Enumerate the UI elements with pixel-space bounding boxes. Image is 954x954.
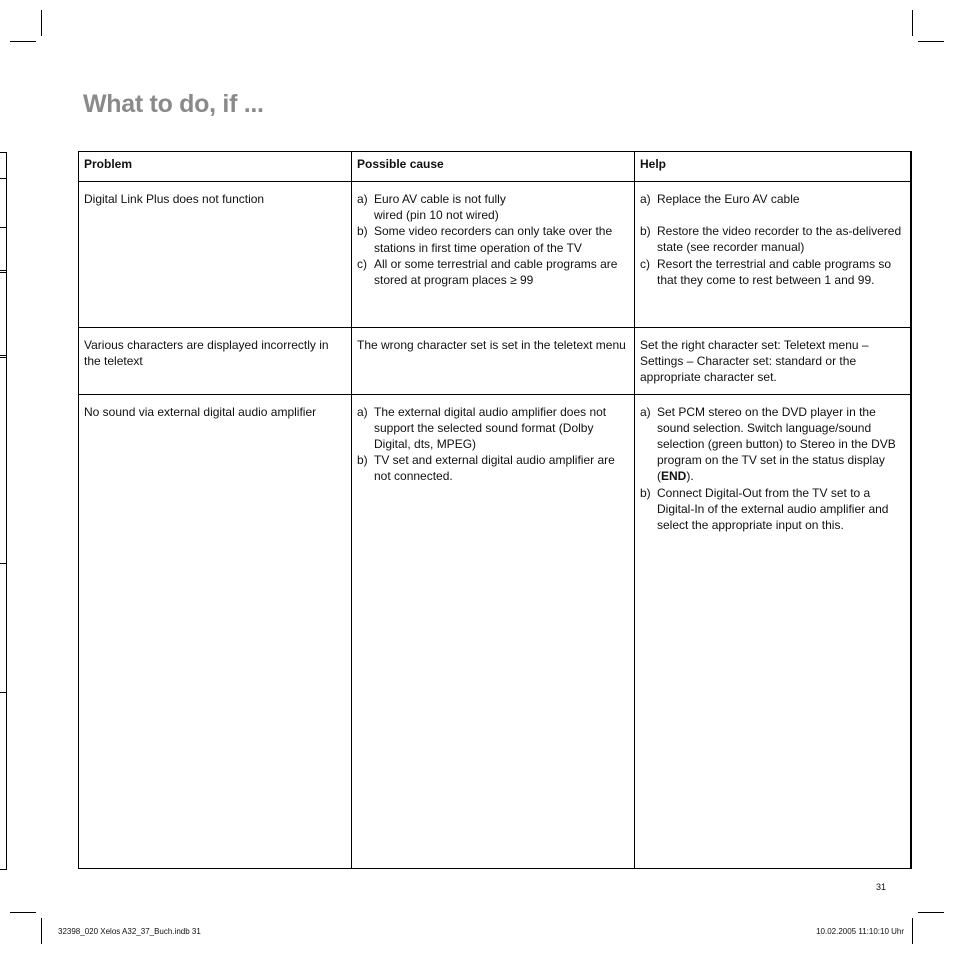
cause-cell: The wrong character set is set in the teletext menu <box>352 328 635 395</box>
table-header-row <box>79 152 912 182</box>
tab-divider <box>0 272 7 273</box>
crop-mark <box>912 918 913 944</box>
tab-divider <box>0 692 7 693</box>
help-cell <box>635 394 912 868</box>
help-item: a) Set PCM stereo on the DVD player in the sound selection. Switch language/sound selection (green button) to Stereo in the DVB program on the TV set in the status display (END). <box>640 404 896 484</box>
tab-divider <box>0 227 7 228</box>
tab-divider <box>0 178 7 179</box>
table-row <box>79 394 912 868</box>
tab-divider <box>0 270 7 271</box>
cause-cell <box>352 182 635 328</box>
table-row <box>79 182 912 328</box>
tab-divider <box>0 152 7 153</box>
page-number: 31 <box>875 882 886 892</box>
footer-timestamp: 10.02.2005 11:10:10 Uhr <box>816 927 904 936</box>
table-row <box>79 328 912 395</box>
footer-file-info: 32398_020 Xelos A32_37_Buch.indb 31 <box>58 927 201 936</box>
tab-divider <box>0 357 7 358</box>
crop-mark <box>918 912 944 913</box>
crop-mark <box>41 918 42 944</box>
problem-cell: Digital Link Plus does not function <box>79 182 352 328</box>
tab-divider <box>0 355 7 356</box>
header-help: Help <box>635 152 912 182</box>
troubleshooting-table <box>78 151 912 869</box>
tab-divider <box>0 563 7 564</box>
key-end-label: END <box>661 469 687 484</box>
cause-item: a) The external digital audio amplifier does not support the selected sound format (Dolby Digital, dts, MPEG) <box>357 404 607 452</box>
help-item: b) Connect Digital-Out from the TV set to a Digital-In of the external audio amplifier and select the appropriate input on this. <box>640 485 889 533</box>
help-item: c) Resort the terrestrial and cable programs so that they come to rest between 1 and 99. <box>640 256 892 287</box>
help-item: b) Restore the video recorder to the as-delivered state (see recorder manual) <box>640 224 902 255</box>
problem-cell: No sound via external digital audio amplifier <box>79 394 352 868</box>
cause-item: b) Some video recorders can only take over the stations in first time operation of the TV <box>357 224 613 255</box>
cause-item: b) TV set and external digital audio amplifier are not connected. <box>357 453 615 484</box>
help-item: a) Replace the Euro AV cable <box>640 192 800 206</box>
help-cell <box>635 182 912 328</box>
problem-cell: Various characters are displayed incorrectly in the teletext <box>79 328 352 395</box>
crop-mark <box>10 41 36 42</box>
tab-divider <box>0 869 7 870</box>
help-cell: Set the right character set: Teletext menu – Settings – Character set: standard or the appropriate character set. <box>635 328 912 395</box>
crop-mark <box>912 10 913 36</box>
page-title: What to do, if ... <box>83 90 264 118</box>
crop-mark <box>918 41 944 42</box>
cause-item: a) Euro AV cable is not fully wired (pin 10 not wired) <box>357 192 506 223</box>
cause-item: c) All or some terrestrial and cable programs are stored at program places ≥ 99 <box>357 256 618 288</box>
header-problem: Problem <box>79 152 352 182</box>
crop-mark <box>10 912 36 913</box>
cause-cell <box>352 394 635 868</box>
binding-edge <box>6 152 7 870</box>
crop-mark <box>41 10 42 36</box>
header-possible-cause: Possible cause <box>352 152 635 182</box>
